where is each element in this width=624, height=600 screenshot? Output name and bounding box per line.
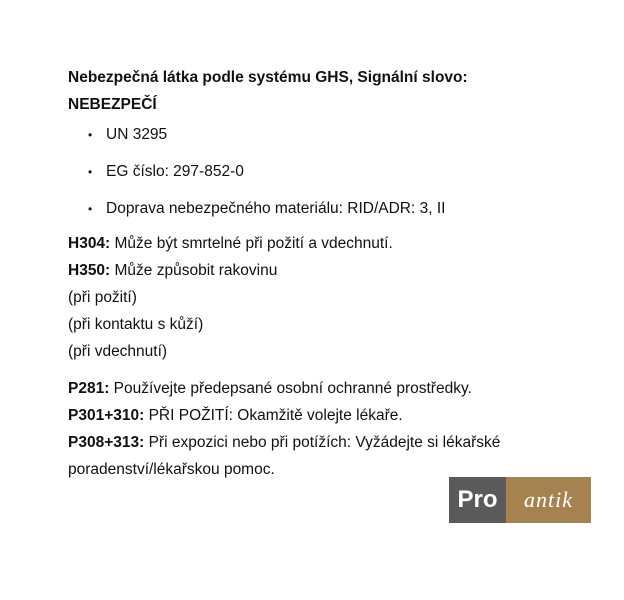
precautionary-statement [68, 375, 568, 402]
logo-pro-block: Pro [449, 477, 506, 523]
hazard-statements [68, 230, 568, 365]
statement-text: Může způsobit rakovinu [110, 262, 278, 279]
logo-antik-block: antik [506, 477, 591, 523]
precautionary-statement [68, 429, 568, 456]
hazard-statement [68, 230, 568, 257]
fact-transport: Doprava nebezpečného materiálu: RID/ADR: 3, II [106, 200, 446, 217]
proantik-logo [449, 477, 591, 523]
statement-code: P308+313: [68, 434, 145, 451]
bullet-icon: • [88, 165, 93, 179]
fact-un-number: UN 3295 [106, 126, 168, 143]
statement-text: Používejte předepsané osobní ochranné prostředky. [109, 380, 472, 397]
heading-line-2: NEBEZPEČÍ [68, 96, 157, 113]
statement-continuation: poradenství/lékařskou pomoc. [68, 461, 275, 478]
statement-text: Může být smrtelné při požití a vdechnutí. [110, 235, 393, 252]
statement-code: H304: [68, 235, 111, 252]
statement-text: PŘI POŽITÍ: Okamžitě volejte lékaře. [144, 407, 403, 424]
list-item [68, 161, 568, 183]
list-item [68, 198, 568, 220]
precautionary-statements [68, 375, 568, 483]
bullet-icon: • [88, 128, 93, 142]
hazard-info-panel [68, 64, 568, 483]
signal-word-heading [68, 64, 568, 118]
bullet-icon: • [88, 202, 93, 216]
exposure-route: (při kontaktu s kůží) [68, 316, 204, 333]
heading-line-1: Nebezpečná látka podle systému GHS, Signální slovo: [68, 69, 468, 86]
exposure-route: (při požití) [68, 289, 137, 306]
precautionary-statement [68, 402, 568, 429]
hazard-statement [68, 257, 568, 284]
statement-code: H350: [68, 262, 111, 279]
exposure-route: (při vdechnutí) [68, 343, 168, 360]
fact-eg-number: EG číslo: 297-852-0 [106, 163, 244, 180]
statement-text: Při expozici nebo při potížích: Vyžádejte si lékařské [144, 434, 501, 451]
statement-code: P301+310: [68, 407, 145, 424]
facts-list [68, 124, 568, 220]
statement-code: P281: [68, 380, 110, 397]
list-item [68, 124, 568, 146]
